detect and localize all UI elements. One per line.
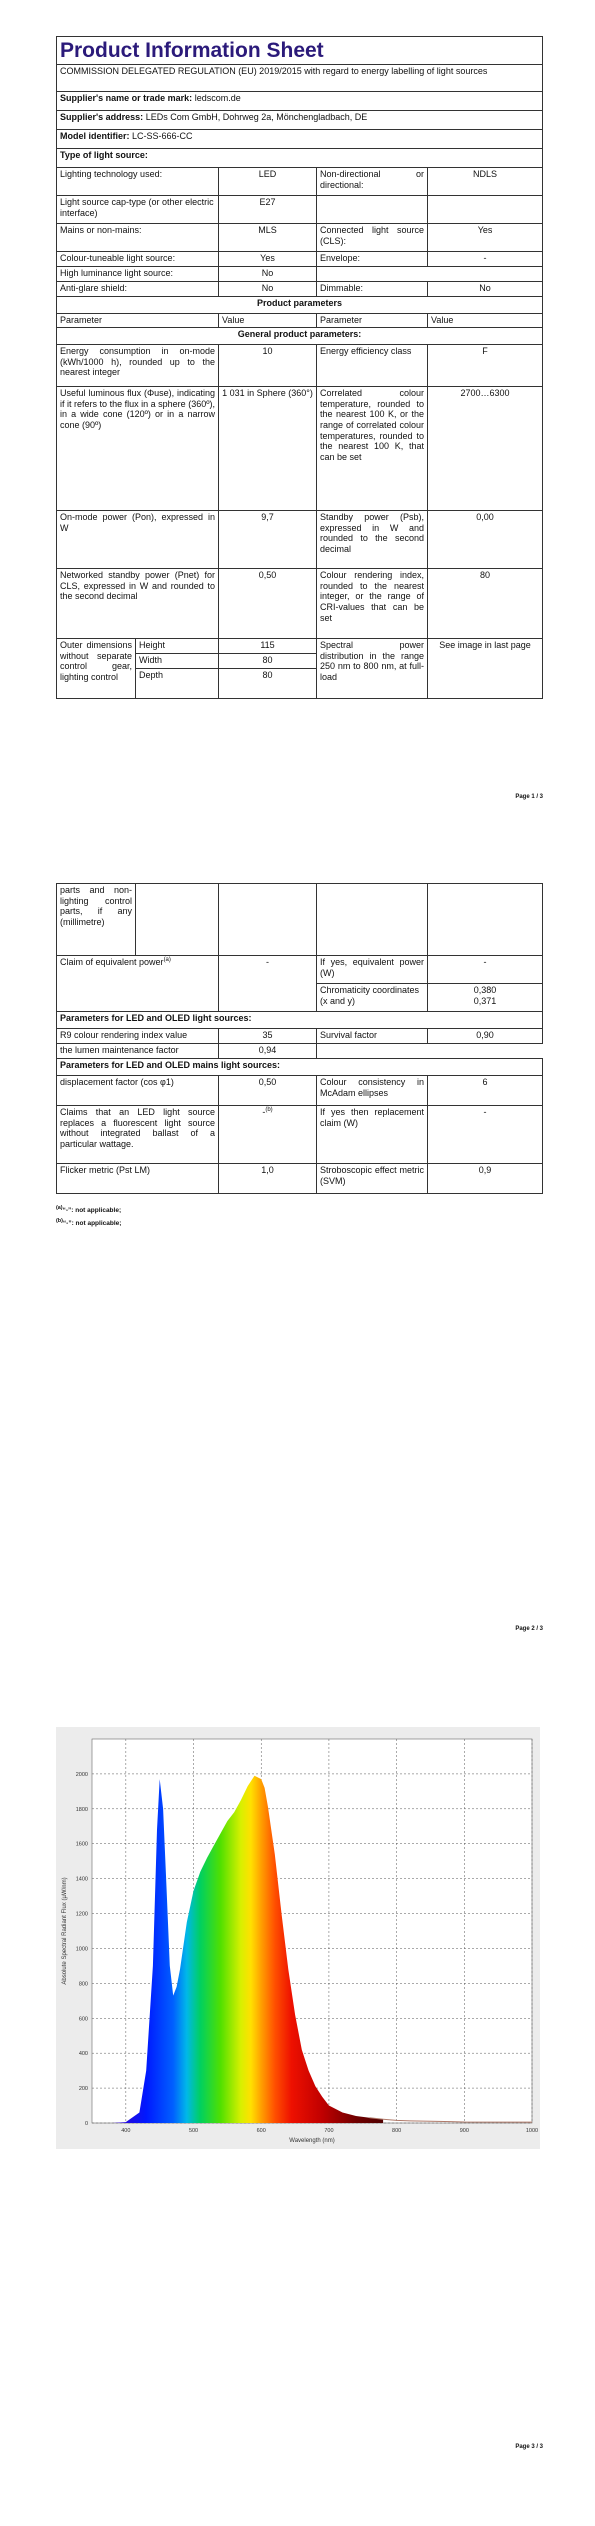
x-tick-label: 800 [392,2128,402,2134]
row-label-2 [317,196,428,224]
row-label: Lighting technology used: [57,168,219,196]
chromaticity-y: 0,371 [473,995,497,1006]
x-tick-label: 600 [256,2128,266,2134]
product-info-table [56,36,543,699]
row-value-2 [428,196,543,224]
row-label-2: Correlated colour temperature, rounded to the nearest 100 K, or the range of correlated colour temperatures, rounded to the nearest 100 K, that can be set [317,387,428,511]
replacement-claim-label: If yes then replacement claim (W) [317,1106,428,1164]
model-label: Model identifier: [60,131,130,142]
flicker-label: Flicker metric (Pst LM) [57,1164,219,1194]
row-label-2: Non-directional or directional: [317,168,428,196]
height-label: Height [136,639,219,654]
supplier-address-row [57,111,543,130]
row-label: Energy consumption in on-mode (kWh/1000 h), rounded up to the nearest integer [57,345,219,387]
x-tick-label: 500 [188,2128,199,2134]
lumen-maintenance-label: the lumen maintenance factor [57,1044,219,1059]
colour-consistency-label: Colour consistency in McAdam ellipses [317,1076,428,1106]
row-value: 1 031 in Sphere (360°) [219,387,317,511]
stroboscopic-label: Stroboscopic effect metric (SVM) [317,1164,428,1194]
table-row [57,224,543,252]
row-value-2: F [428,345,543,387]
chromaticity-label: Chromaticity coordinates (x and y) [317,984,428,1012]
row-label-2: Colour rendering index, rounded to the nearest integer, or the range of CRI-values that can be set [317,569,428,639]
y-tick-label: 1800 [75,1806,88,1813]
row-value: 9,7 [219,511,317,569]
model-identifier: LC-SS-666-CC [132,131,193,142]
x-tick-label: 1000 [525,2128,539,2134]
row-value-2: No [428,282,543,297]
empty-cell [317,1044,543,1059]
x-tick-label: 900 [459,2128,469,2134]
table-row [57,196,543,224]
y-tick-label: 1200 [75,1911,88,1918]
table-row [57,1164,543,1194]
table-row [57,387,543,511]
row-value-2: NDLS [428,168,543,196]
row-label: Mains or non-mains: [57,224,219,252]
mains-parameters-heading: Parameters for LED and OLED mains light sources: [57,1059,543,1076]
row-value-2: Yes [428,224,543,252]
y-tick-label: 1400 [75,1876,88,1883]
dimension-row-height [57,639,543,654]
replacement-claim-value: - [428,1106,543,1164]
row-label-2: Energy efficiency class [317,345,428,387]
page-2 [0,842,595,1684]
sheet-title: Product Information Sheet [57,37,543,65]
depth-value: 80 [219,669,317,699]
table-row [57,282,543,297]
row-label: Light source cap-type (or other electric interface) [57,196,219,224]
width-label: Width [136,654,219,669]
flicker-value: 1,0 [219,1164,317,1194]
type-heading: Type of light source: [57,149,543,168]
column-header: Value [219,314,317,328]
row-value-2: 80 [428,569,543,639]
table-row [57,1106,543,1164]
table-row [57,1029,543,1044]
depth-label: Depth [136,669,219,699]
dimensions-label-continued: parts and non-lighting control parts, if any (millimetre) [57,884,136,956]
y-axis-label: Absolute Spectral Radiant Flux (µW/nm) [62,1877,68,1985]
row-value: No [219,282,317,297]
supplier-name: ledscom.de [194,93,241,104]
page-number: Page 1 / 3 [515,794,543,800]
row-value: 0,50 [219,569,317,639]
spectral-distribution-label: Spectral power distribution in the range 250 nm to 800 nm, at full-load [317,639,428,699]
column-header: Value [428,314,543,328]
spectral-chart-svg [56,1727,540,2149]
chromaticity-x: 0,380 [473,985,497,995]
y-tick-label: 200 [78,2086,88,2093]
y-tick-label: 1600 [75,1841,88,1848]
row-value: No [219,267,317,282]
x-tick-label: 700 [324,2128,334,2134]
table-row [57,1076,543,1106]
x-axis-label: Wavelength (nm) [289,2138,335,2144]
empty-cell [136,884,219,956]
spectral-chart [56,1727,540,2149]
y-tick-label: 600 [78,2016,88,2023]
row-label: Colour-tuneable light source: [57,252,219,267]
lumen-maintenance-value: 0,94 [219,1044,317,1059]
footnote-b: $^{(b)}$“-”: not applicable; [56,1217,122,1227]
row-value: E27 [219,196,317,224]
table-row [57,267,543,282]
row-value: 10 [219,345,317,387]
empty-cell [219,884,317,956]
footnote-a: $^{(a)}$“-”: not applicable; [56,1205,122,1215]
row-label-2: Connected light source (CLS): [317,224,428,252]
table-row [57,1044,543,1059]
empty-cell [428,884,543,956]
y-tick-label: 400 [78,2051,88,2058]
equivalent-power-if-label: If yes, equivalent power (W) [317,956,428,984]
row-label: Anti-glare shield: [57,282,219,297]
r9-label: R9 colour rendering index value [57,1029,219,1044]
page-number: Page 3 / 3 [515,2444,543,2450]
y-tick-label: 0 [84,2121,88,2127]
chromaticity-value [428,984,543,1012]
row-label: On-mode power (Pon), expressed in W [57,511,219,569]
page-number: Page 2 / 3 [515,1626,543,1632]
table-row [57,956,543,984]
equivalent-power-if-value: - [428,956,543,984]
colour-consistency-value: 6 [428,1076,543,1106]
row-label-2: Dimmable: [317,282,428,297]
fluorescent-claim-label: Claims that an LED light source replaces a fluorescent light source without integrated ballast of a particular wattage. [57,1106,219,1164]
table-row [57,252,543,267]
y-tick-label: 800 [78,1981,88,1988]
table-row [57,569,543,639]
empty-cell [317,267,543,282]
row-value-2: - [428,252,543,267]
stroboscopic-value: 0,9 [428,1164,543,1194]
row-label-2: Standby power (Psb), expressed in W and rounded to the second decimal [317,511,428,569]
equivalent-power-value: - [219,956,317,984]
product-info-table-continued [56,883,543,1194]
row-value-2: 0,00 [428,511,543,569]
table-row [57,511,543,569]
regulation-text: COMMISSION DELEGATED REGULATION (EU) 2019/2015 with regard to energy labelling of light sources [57,65,543,92]
led-parameters-heading: Parameters for LED and OLED light sources: [57,1012,543,1029]
page-3 [0,1684,595,2526]
width-value: 80 [219,654,317,669]
row-value: LED [219,168,317,196]
fluorescent-claim-value: -$^{(b)}$ [219,1106,317,1164]
y-tick-label: 1000 [75,1946,88,1953]
empty-cell [317,884,428,956]
y-tick-label: 2000 [75,1771,88,1778]
supplier-name-row [57,92,543,111]
supplier-name-label: Supplier's name or trade mark: [60,93,193,104]
column-header: Parameter [57,314,219,328]
dimension-row-continued [57,884,543,956]
table-row [57,345,543,387]
page-1 [0,0,595,842]
row-label: Useful luminous flux (Φuse), indicating if it refers to the flux in a sphere (360º), in a wide cone (120º) or in a narrow cone (90º) [57,387,219,511]
general-parameters-heading: General product parameters: [57,328,543,345]
survival-factor-label: Survival factor [317,1029,428,1044]
table-row [57,168,543,196]
survival-factor-value: 0,90 [428,1029,543,1044]
row-value-2: 2700…6300 [428,387,543,511]
model-row [57,130,543,149]
row-label-2: Envelope: [317,252,428,267]
row-value: Yes [219,252,317,267]
column-header: Parameter [317,314,428,328]
spectral-distribution-value: See image in last page [428,639,543,699]
r9-value: 35 [219,1029,317,1044]
displacement-factor-value: 0,50 [219,1076,317,1106]
row-label: Networked standby power (Pnet) for CLS, expressed in W and rounded to the second decimal [57,569,219,639]
row-value: MLS [219,224,317,252]
table-header-row [57,314,543,328]
displacement-factor-label: displacement factor (cos φ1) [57,1076,219,1106]
dimensions-label: Outer dimensions without separate control gear, lighting control [57,639,136,699]
x-tick-label: 400 [121,2128,131,2134]
equivalent-power-label: Claim of equivalent power$^{(a)}$ [57,956,219,1012]
product-parameters-heading: Product parameters [57,297,543,314]
empty-cell [219,984,317,1012]
footnotes [56,1204,121,1229]
height-value: 115 [219,639,317,654]
row-label: High luminance light source: [57,267,219,282]
supplier-address-label: Supplier's address: [60,112,144,123]
supplier-address: LEDs Com GmbH, Dohrweg 2a, Mönchengladbach, DE [145,112,368,123]
